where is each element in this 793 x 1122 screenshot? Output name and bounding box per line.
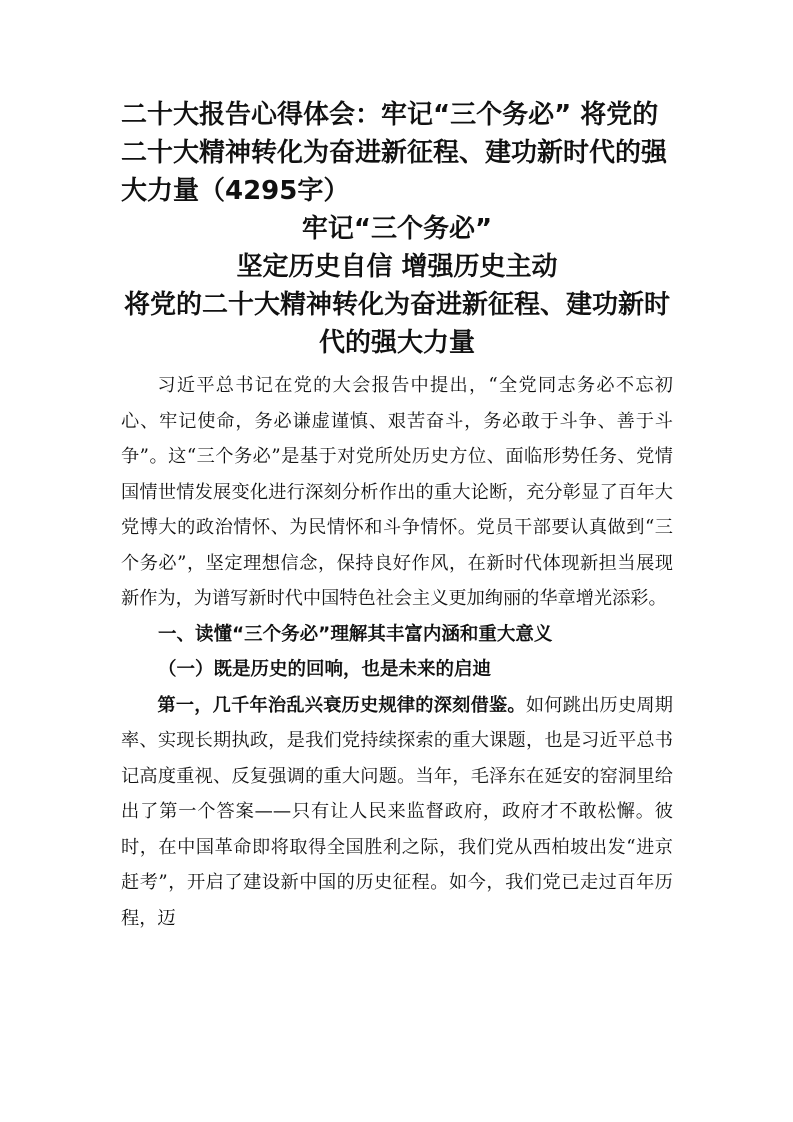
section-heading-1: 一、读懂“三个务必”理解其丰富内涵和重大意义 (158, 623, 553, 645)
heading-remember-three-musts: 牢记“三个务必” (301, 214, 493, 244)
point-1-body: 如何跳出历史周期率、实现长期执政，是我们党持续探索的重大课题，也是习近平总书记高度重视、反复强调的重大问题。当年，毛泽东在延安的窑洞里给出了第一个答案——只有让人民来监督政府，政府才不敢松懈。彼时，在中国革命即将取得全国胜利之际，我们党从西柏坡出发“进京赶考”，开启了建设新中国的历史征程。如今，我们党已走过百年历程，迈 (121, 694, 673, 929)
document-title: 二十大报告心得体会：牢记“三个务必” 将党的二十大精神转化为奋进新征程、建功新时代的强大力量（4295字） (121, 100, 668, 206)
document-body (121, 96, 673, 936)
point-1-lead: 第一，几千年治乱兴衰历史规律的深刻借鉴。 (157, 694, 526, 716)
heading-transform-spirit: 将党的二十大精神转化为奋进新征程、建功新时代的强大力量 (123, 290, 670, 358)
heading-historical-confidence: 坚定历史自信 增强历史主动 (236, 252, 558, 282)
point-1-paragraph (121, 688, 673, 937)
subsection-heading-1: （一）既是历史的回响，也是未来的启迪 (158, 659, 492, 680)
intro-paragraph: 习近平总书记在党的大会报告中提出，“全党同志务必不忘初心、牢记使命，务必谦虚谨慎、艰苦奋斗，务必敢于斗争、善于斗争”。这“三个务必”是基于对党所处历史方位、面临形势任务、党情国情世情发展变化进行深刻分析作出的重大论断，充分彰显了百年大党博大的政治情怀、为民情怀和斗争情怀。党员干部要认真做到“三个务必”，坚定理想信念，保持良好作风，在新时代体现新担当展现新作为，为谱写新时代中国特色社会主义更加绚丽的华章增光添彩。 (121, 375, 673, 609)
